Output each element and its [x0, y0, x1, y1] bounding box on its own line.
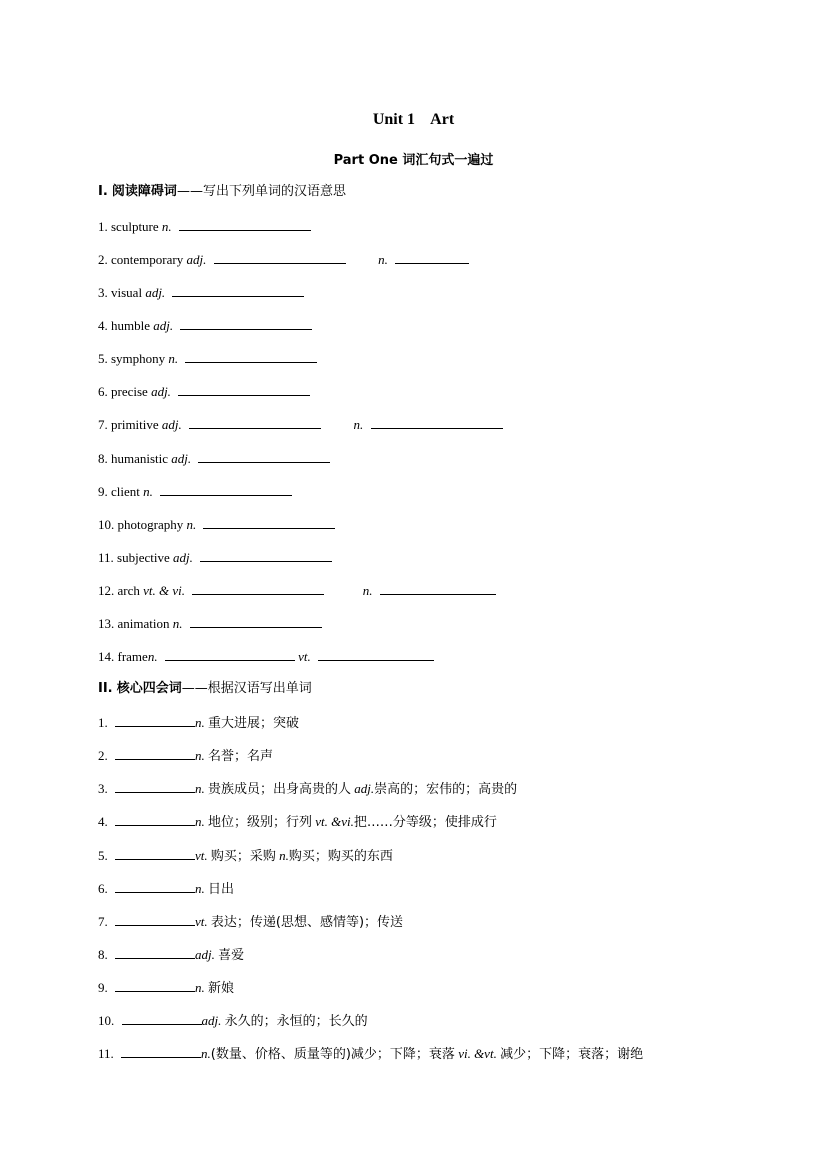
section-2-instruction: 根据汉语写出单词 [207, 681, 312, 696]
answer-blank[interactable] [115, 811, 195, 826]
item-number: 5. [98, 351, 108, 366]
section-1-instruction: 写出下列单词的汉语意思 [202, 184, 346, 199]
item-pos: n. [195, 881, 205, 896]
item-word: animation [117, 616, 170, 631]
answer-blank[interactable] [115, 977, 195, 992]
item-pos: n. [168, 351, 179, 366]
item-pos: adj. [151, 384, 171, 399]
item-number: 14. [98, 649, 115, 664]
item-number: 9. [98, 980, 108, 995]
item-pos: vt. [195, 848, 208, 863]
vocab-item-7 [98, 414, 503, 434]
item-pos: n. [195, 781, 205, 796]
item-word: subjective [117, 550, 170, 565]
answer-blank[interactable] [198, 448, 330, 463]
item-number: 11. [98, 550, 114, 565]
answer-blank[interactable] [115, 944, 195, 959]
item-pos: n. [195, 814, 205, 829]
item-number: 10. [98, 517, 115, 532]
section-1-number: I. [98, 184, 108, 199]
item-meaning: 地位；级别；行列 [208, 815, 313, 830]
item-number: 8. [98, 947, 108, 962]
item-word: client [111, 484, 140, 499]
item-meaning: 日出 [208, 882, 235, 897]
item-pos: adj. [173, 550, 193, 565]
word-item-7 [98, 911, 403, 931]
item-number: 4. [98, 814, 108, 829]
answer-blank[interactable] [165, 646, 295, 661]
item-number: 5. [98, 848, 108, 863]
item-meaning-2: 把……分等级；使排成行 [353, 815, 497, 830]
item-pos: adj. [171, 451, 192, 466]
item-pos: adj. [195, 947, 215, 962]
word-item-10 [98, 1010, 368, 1030]
item-number: 13. [98, 616, 115, 631]
answer-blank-2[interactable] [395, 249, 469, 264]
item-pos-2: n. [378, 252, 388, 267]
item-word: primitive [111, 417, 159, 432]
answer-blank-2[interactable] [318, 646, 434, 661]
item-meaning-2: 减少；下降；衰落；谢绝 [500, 1047, 644, 1062]
item-number: 3. [98, 285, 108, 300]
item-pos: adj. [201, 1013, 222, 1028]
item-pos-2: vt. &vi. [315, 814, 354, 829]
section-2-title: 核心四会词 [116, 681, 182, 696]
item-pos: adj. [161, 417, 182, 432]
vocab-item-8 [98, 448, 330, 468]
word-item-1 [98, 712, 299, 732]
item-number: 9. [98, 484, 108, 499]
item-word: humanistic [111, 451, 169, 466]
word-item-4 [98, 811, 497, 831]
section-1-title: 阅读障碍词 [111, 184, 177, 199]
item-word: humble [111, 318, 150, 333]
answer-blank[interactable] [200, 547, 332, 562]
item-pos: n. [172, 616, 183, 631]
vocab-item-4 [98, 315, 312, 335]
item-word: frame [117, 649, 148, 664]
item-pos: n. [186, 517, 197, 532]
item-pos: n. [143, 484, 153, 499]
section-2-heading [98, 679, 312, 699]
item-pos: adj. [145, 285, 166, 300]
answer-blank[interactable] [190, 613, 322, 628]
answer-blank[interactable] [178, 381, 310, 396]
unit-title: Unit 1 Art [372, 111, 455, 128]
word-item-3 [98, 778, 517, 798]
item-number: 8. [98, 451, 108, 466]
answer-blank[interactable] [115, 845, 195, 860]
vocab-item-9 [98, 481, 292, 501]
item-number: 6. [98, 384, 108, 399]
word-item-9 [98, 977, 234, 997]
item-meaning-2: 购买；购买的东西 [288, 849, 393, 864]
item-number: 3. [98, 781, 108, 796]
item-pos: adj. [153, 318, 174, 333]
item-meaning: 喜爱 [218, 948, 245, 963]
part-title: Part One 词汇句式一遍过 [333, 153, 494, 168]
item-word: symphony [111, 351, 166, 366]
item-meaning-2: 崇高的；宏伟的；高贵的 [374, 782, 518, 797]
item-pos: n. [195, 715, 205, 730]
answer-blank[interactable] [192, 580, 324, 595]
vocab-item-5 [98, 348, 317, 368]
answer-blank[interactable] [179, 216, 311, 231]
vocab-item-6 [98, 381, 310, 401]
item-pos-2: adj. [354, 781, 375, 796]
item-meaning: 名誉；名声 [208, 749, 274, 764]
answer-blank[interactable] [185, 348, 317, 363]
word-item-6 [98, 878, 234, 898]
word-item-2 [98, 745, 273, 765]
answer-blank[interactable] [115, 911, 195, 926]
answer-blank-2[interactable] [380, 580, 496, 595]
item-pos-2: vi. &vt. [458, 1046, 497, 1061]
item-word: sculpture [111, 219, 159, 234]
item-meaning: 购买；采购 [210, 849, 276, 864]
item-number: 11. [98, 1046, 114, 1061]
vocab-item-11 [98, 547, 332, 567]
item-meaning: 表达；传递(思想、感情等)；传送 [210, 915, 404, 930]
answer-blank[interactable] [189, 414, 321, 429]
answer-blank[interactable] [160, 481, 292, 496]
item-number: 2. [98, 252, 108, 267]
item-pos-2: vt. [298, 649, 311, 664]
section-1-dash: —— [176, 184, 203, 199]
answer-blank[interactable] [115, 712, 195, 727]
vocab-item-12 [98, 580, 496, 600]
item-meaning: 新娘 [208, 981, 235, 996]
answer-blank[interactable] [122, 1010, 202, 1025]
item-number: 7. [98, 914, 108, 929]
answer-blank[interactable] [115, 878, 195, 893]
item-meaning: (数量、价格、质量等的)减少；下降；衰落 [210, 1047, 455, 1062]
item-meaning: 重大进展；突破 [208, 716, 300, 731]
item-word: precise [111, 384, 148, 399]
item-number: 1. [98, 715, 108, 730]
item-pos-2: n. [353, 417, 364, 432]
answer-blank[interactable] [121, 1043, 201, 1058]
item-pos: n. [147, 649, 158, 664]
vocab-item-3 [98, 282, 304, 302]
answer-blank[interactable] [180, 315, 312, 330]
item-meaning: 永久的；永恒的；长久的 [224, 1014, 368, 1029]
vocab-item-14 [98, 646, 434, 666]
vocab-item-10 [98, 514, 335, 534]
item-word: contemporary [111, 252, 184, 267]
word-item-8 [98, 944, 244, 964]
section-2-number: II. [98, 681, 113, 696]
item-pos: n. [201, 1046, 211, 1061]
item-pos-2: n. [362, 583, 373, 598]
item-pos: adj. [186, 252, 207, 267]
answer-blank[interactable] [172, 282, 304, 297]
item-number: 2. [98, 748, 108, 763]
answer-blank[interactable] [214, 249, 346, 264]
item-pos: vt. [195, 914, 208, 929]
item-number: 6. [98, 881, 108, 896]
item-number: 12. [98, 583, 115, 598]
section-2-dash: —— [181, 681, 208, 696]
item-number: 10. [98, 1013, 115, 1028]
answer-blank[interactable] [115, 778, 195, 793]
item-number: 1. [98, 219, 108, 234]
answer-blank-2[interactable] [371, 414, 503, 429]
item-word: photography [117, 517, 184, 532]
item-meaning: 贵族成员；出身高贵的人 [208, 782, 352, 797]
word-item-5 [98, 845, 393, 865]
vocab-item-2 [98, 249, 469, 269]
item-pos: n. [195, 748, 205, 763]
answer-blank[interactable] [115, 745, 195, 760]
section-1-heading [98, 182, 346, 202]
item-pos-2: n. [279, 848, 289, 863]
answer-blank[interactable] [203, 514, 335, 529]
item-number: 4. [98, 318, 108, 333]
item-word: arch [117, 583, 140, 598]
item-pos: n. [161, 219, 172, 234]
vocab-item-13 [98, 613, 322, 633]
item-pos: n. [195, 980, 205, 995]
item-word: visual [111, 285, 143, 300]
vocab-item-1 [98, 216, 311, 236]
item-pos: vt. & vi. [143, 583, 186, 598]
item-number: 7. [98, 417, 108, 432]
word-item-11 [98, 1043, 643, 1063]
